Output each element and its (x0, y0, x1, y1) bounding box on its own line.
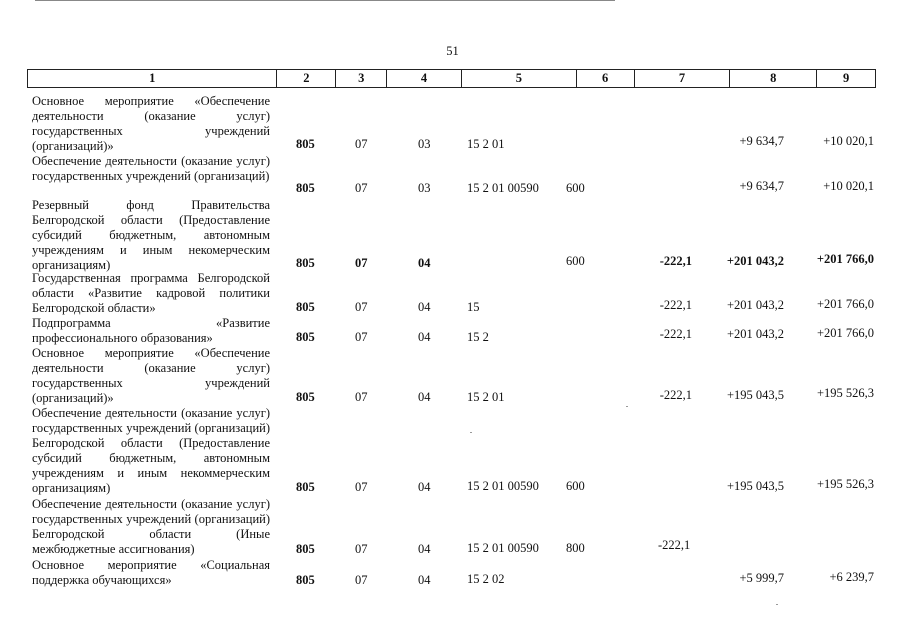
cell-target-article: 15 2 01 (467, 390, 505, 404)
cell-target-article: 15 2 (467, 330, 489, 344)
scan-speck (470, 432, 472, 433)
cell-col9: +10 020,1 (823, 179, 874, 193)
cell-subsection: 04 (418, 256, 431, 270)
column-header-2: 2 (277, 70, 336, 87)
cell-col7: -222,1 (659, 388, 692, 402)
cell-col9: +195 526,3 (816, 477, 874, 491)
cell-subsection: 04 (418, 480, 431, 494)
row-description: Основное мероприятие «Обеспечение деятельности (оказание услуг) государственных учреждений (организаций)» (32, 346, 270, 405)
cell-section: 07 (355, 137, 368, 151)
cell-expense-type: 600 (566, 254, 585, 268)
cell-col9: +195 526,3 (816, 386, 874, 400)
top-scan-rule (35, 0, 615, 1)
cell-col8: +201 043,2 (726, 298, 784, 312)
column-header-7: 7 (635, 70, 731, 87)
cell-target-article: 15 2 01 (467, 137, 505, 151)
cell-admin-code: 805 (296, 390, 315, 404)
cell-section: 07 (355, 390, 368, 404)
cell-admin-code: 805 (296, 542, 315, 556)
column-header-6: 6 (577, 70, 635, 87)
cell-expense-type: 600 (566, 479, 585, 493)
cell-section: 07 (355, 573, 368, 587)
cell-section: 07 (355, 300, 368, 314)
cell-col8: +9 634,7 (739, 179, 784, 193)
row-description: Обеспечение деятельности (оказание услуг) государственных учреждений (организаций) (32, 154, 270, 183)
column-header-9: 9 (842, 71, 850, 85)
cell-section: 07 (355, 480, 368, 494)
cell-target-article: 15 (467, 300, 480, 314)
table-header (27, 69, 876, 88)
cell-admin-code: 805 (296, 137, 315, 151)
cell-admin-code: 805 (296, 573, 315, 587)
cell-target-article: 15 2 01 00590 (467, 479, 539, 493)
cell-col7: -222,1 (659, 254, 692, 268)
cell-expense-type: 800 (566, 541, 585, 555)
cell-subsection: 04 (418, 542, 431, 556)
cell-target-article: 15 2 01 00590 (467, 181, 539, 195)
cell-subsection: 04 (418, 390, 431, 404)
cell-section: 07 (355, 542, 368, 556)
cell-admin-code: 805 (296, 330, 315, 344)
cell-section: 07 (355, 181, 368, 195)
cell-section: 07 (355, 330, 368, 344)
cell-col9: +201 766,0 (816, 252, 874, 266)
row-description: Основное мероприятие «Социальная поддержка обучающихся» (32, 558, 270, 587)
cell-col9: +6 239,7 (829, 570, 874, 584)
cell-subsection: 03 (418, 181, 431, 195)
cell-col8: +9 634,7 (739, 134, 784, 148)
column-header-3: 3 (336, 70, 387, 87)
cell-subsection: 03 (418, 137, 431, 151)
cell-col8: +201 043,2 (726, 327, 784, 341)
cell-admin-code: 805 (296, 181, 315, 195)
cell-col9: +201 766,0 (816, 297, 874, 311)
cell-col8: +201 043,2 (726, 254, 784, 268)
cell-col7: -222,1 (659, 327, 692, 341)
cell-subsection: 04 (418, 330, 431, 344)
cell-target-article: 15 2 01 00590 (467, 541, 539, 555)
cell-col9: +10 020,1 (823, 134, 874, 148)
row-description: Подпрограмма «Развитие профессионального образования» (32, 316, 270, 345)
cell-col7: -222,1 (659, 298, 692, 312)
cell-subsection: 04 (418, 300, 431, 314)
row-description: Резервный фонд Правительства Белгородской области (Предоставление субсидий бюджетным, автономным учреждениям и иным некомерческим организациям) (32, 198, 270, 272)
cell-expense-type: 600 (566, 181, 585, 195)
cell-col9: +201 766,0 (816, 326, 874, 340)
cell-col8: +195 043,5 (726, 479, 784, 493)
cell-subsection: 04 (418, 573, 431, 587)
row-description: Основное мероприятие «Обеспечение деятельности (оказание услуг) государственных учреждений (организаций)» (32, 94, 270, 153)
cell-section: 07 (355, 256, 368, 270)
cell-col7: -222,1 (658, 538, 691, 552)
cell-admin-code: 805 (296, 256, 315, 270)
cell-admin-code: 805 (296, 300, 315, 314)
column-header-8: 8 (730, 70, 817, 87)
cell-target-article: 15 2 02 (467, 572, 505, 586)
column-header-1: 1 (28, 70, 277, 87)
cell-col8: +5 999,7 (739, 571, 784, 585)
cell-col8: +195 043,5 (726, 388, 784, 402)
row-description: Государственная программа Белгородской области «Развитие кадровой политики Белгородской области» (32, 271, 270, 315)
scan-speck (776, 604, 778, 605)
row-description: Обеспечение деятельности (оказание услуг) государственных учреждений (организаций) Белгородской области (Предоставление субсидий бюджетным, автономным учреждениям и иным некоммерческим организациям) (32, 406, 270, 495)
row-description: Обеспечение деятельности (оказание услуг) государственных учреждений (организаций) Белгородской области (Иные межбюджетные ассигнования) (32, 497, 270, 556)
column-header-4: 4 (387, 70, 462, 87)
page-number: 51 (446, 44, 459, 58)
cell-admin-code: 805 (296, 480, 315, 494)
column-header-5: 5 (462, 70, 577, 87)
scan-speck (626, 406, 628, 407)
